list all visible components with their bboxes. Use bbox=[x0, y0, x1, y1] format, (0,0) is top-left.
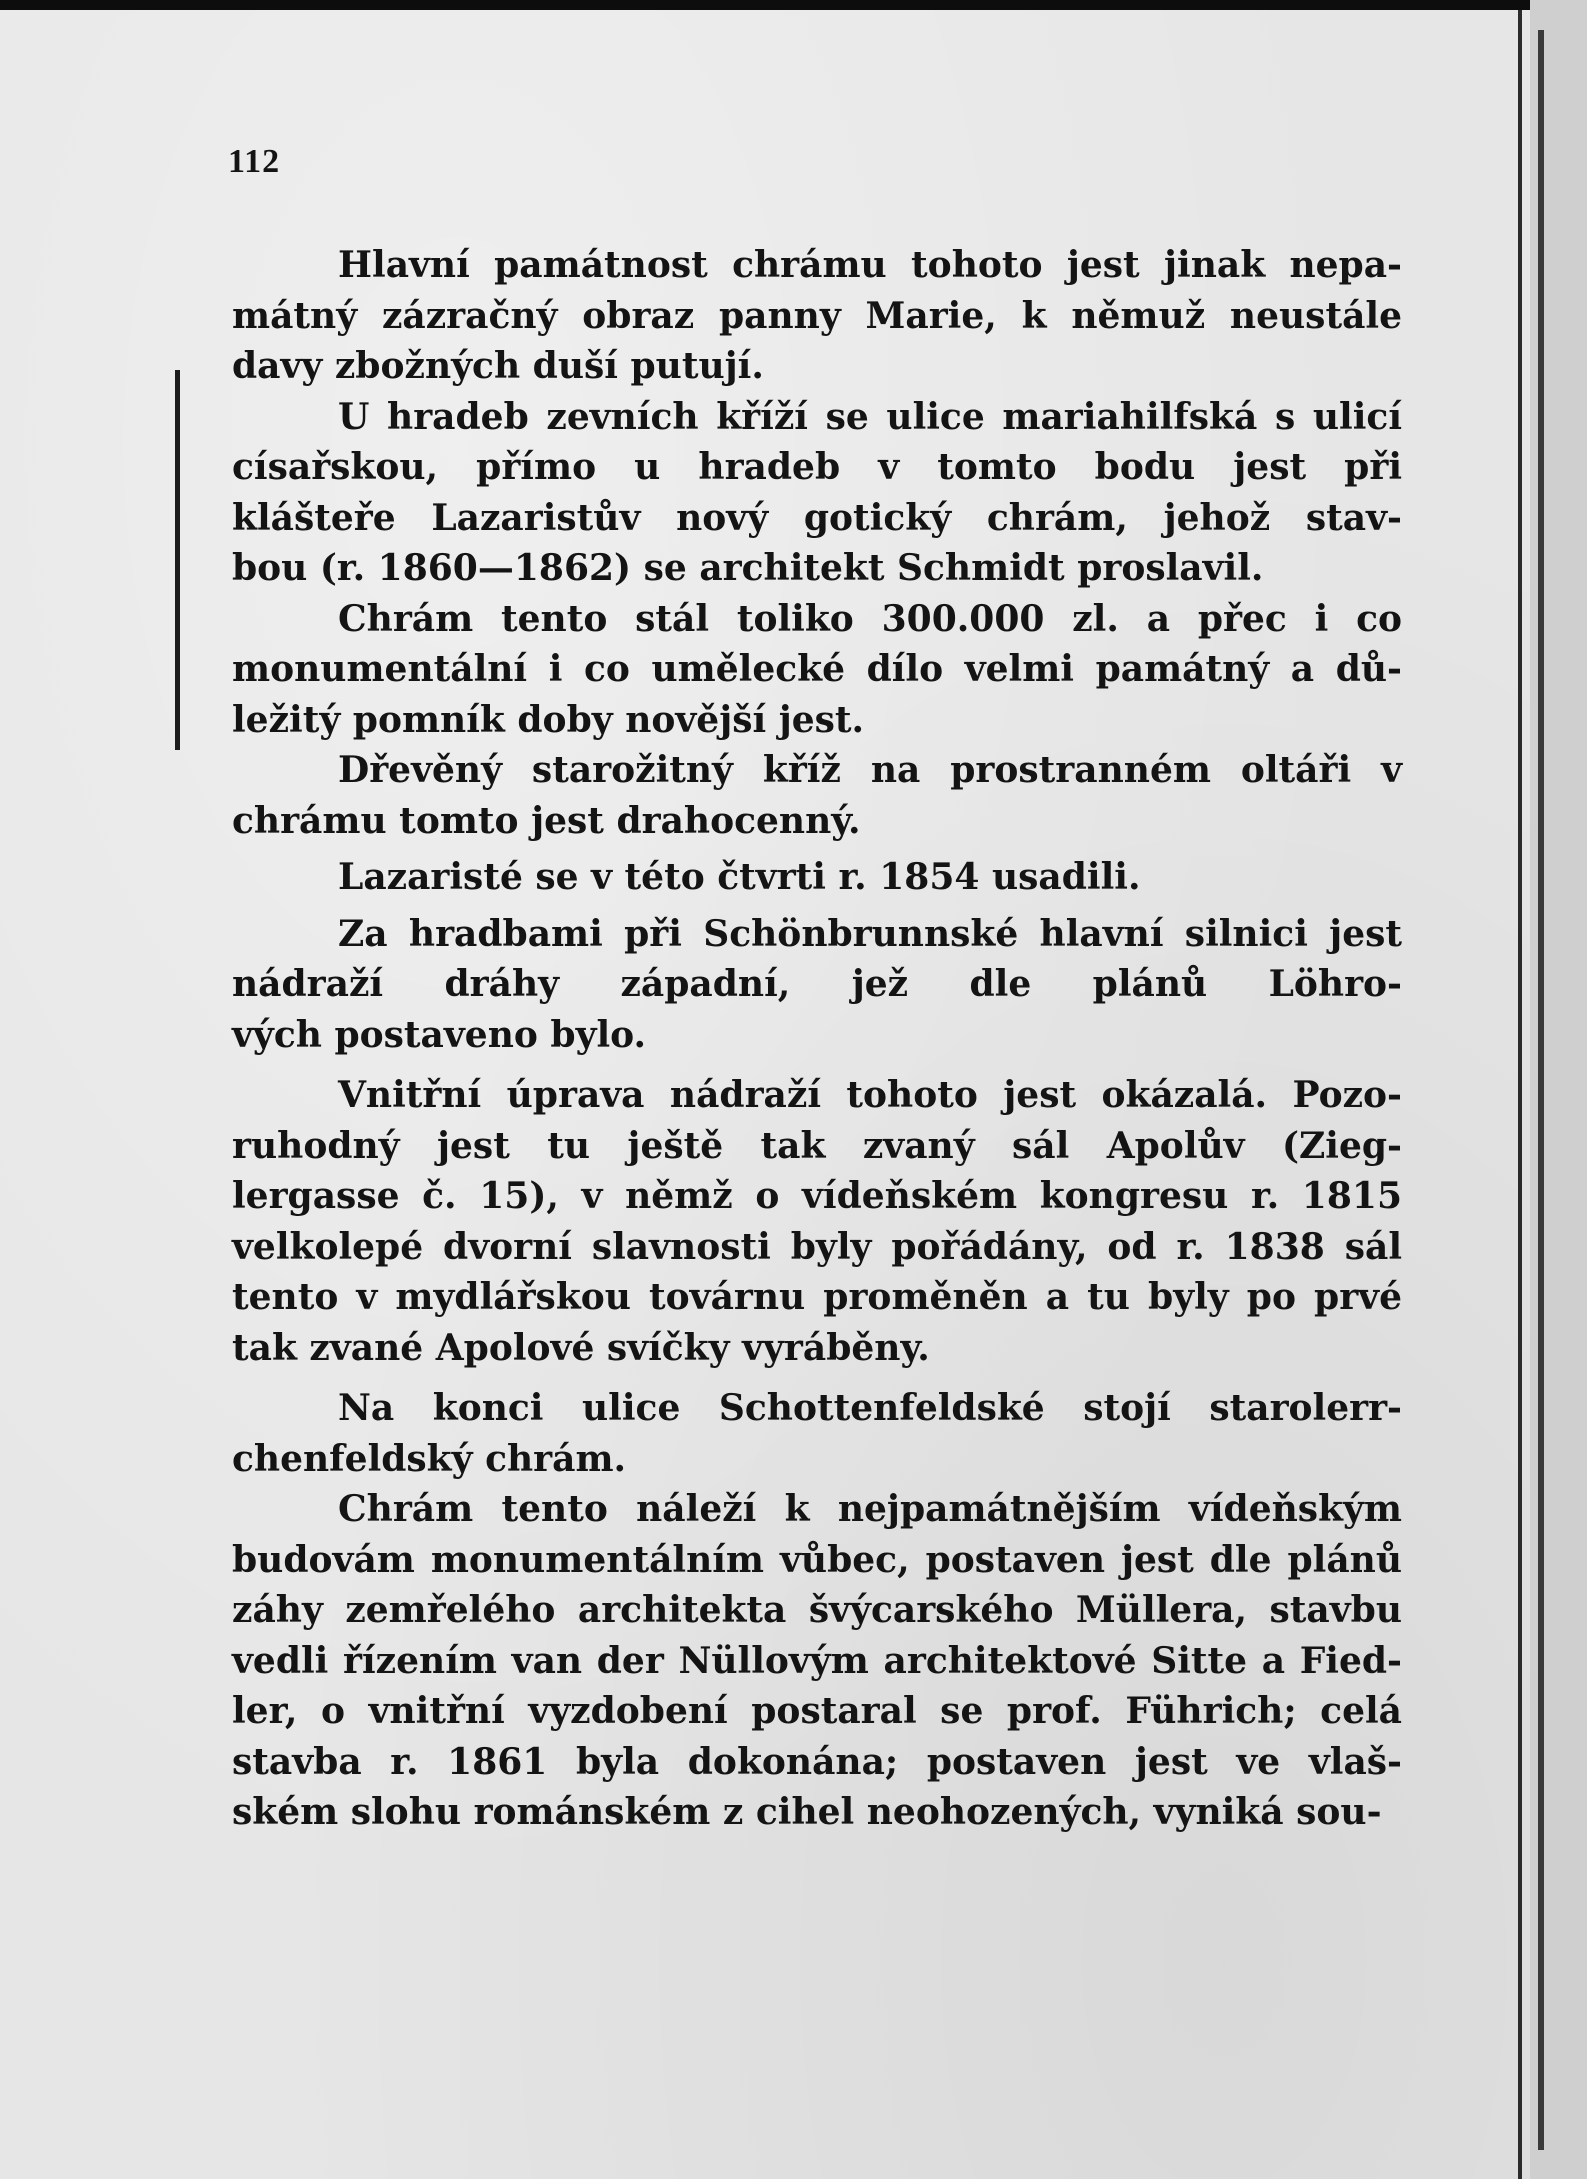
text-line: Chrám tento náleží k nejpamátnějším vídeňským bbox=[338, 1488, 1402, 1530]
text-line: Na konci ulice Schottenfeldské stojí starolerr- bbox=[338, 1387, 1402, 1429]
text-line: císařskou, přímo u hradeb v tomto bodu jest při bbox=[232, 446, 1402, 488]
text-line: záhy zemřelého architekta švýcarského Müllera, stavbu bbox=[232, 1589, 1402, 1631]
text-line: ském slohu románském z cihel neohozených, vyniká sou- bbox=[232, 1791, 1382, 1833]
paragraph bbox=[232, 909, 1402, 1061]
text-line: ruhodný jest tu ještě tak zvaný sál Apolův (Zieg- bbox=[232, 1124, 1402, 1167]
text-line: bou (r. 1860—1862) se architekt Schmidt proslavil. bbox=[232, 547, 1264, 589]
paragraph bbox=[232, 745, 1402, 846]
text-line: vedli řízením van der Nüllovým architektové Sitte a Fied- bbox=[232, 1639, 1402, 1682]
paragraph bbox=[232, 852, 1402, 903]
text-line: mátný zázračný obraz panny Marie, k němuž neustále bbox=[232, 294, 1402, 337]
text-line: monumentální i co umělecké dílo velmi památný a dů- bbox=[232, 648, 1402, 690]
paragraph bbox=[232, 1484, 1402, 1838]
paragraph bbox=[232, 392, 1402, 594]
text-line: chenfeldský chrám. bbox=[232, 1437, 627, 1480]
text-line: klášteře Lazaristův nový gotický chrám, jehož stav- bbox=[232, 496, 1402, 539]
page-edge bbox=[1518, 10, 1522, 2179]
text-line: ler, o vnitřní vyzdobení postaral se prof. Führich; celá bbox=[232, 1690, 1402, 1732]
text-line: tak zvané Apolové svíčky vyráběny. bbox=[232, 1326, 930, 1369]
text-line: vých postaveno bylo. bbox=[232, 1013, 647, 1056]
text-line: stavba r. 1861 byla dokonána; postaven jest ve vlaš- bbox=[232, 1740, 1402, 1783]
text-line: Za hradbami při Schönbrunnské hlavní silnici jest bbox=[338, 912, 1402, 955]
paragraph bbox=[232, 594, 1402, 746]
text-line: budovám monumentálním vůbec, postaven jest dle plánů bbox=[232, 1538, 1402, 1581]
body-text bbox=[232, 240, 1402, 1838]
text-line: velkolepé dvorní slavnosti byly pořádány, od r. 1838 sál bbox=[232, 1225, 1402, 1268]
text-line: ležitý pomník doby novější jest. bbox=[232, 698, 865, 741]
paragraph bbox=[232, 240, 1402, 392]
text-line: nádraží dráhy západní, jež dle plánů Löhro- bbox=[232, 963, 1402, 1005]
text-line: lergasse č. 15), v němž o vídeňském kongresu r. 1815 bbox=[232, 1175, 1402, 1217]
text-line: Chrám tento stál toliko 300.000 zl. a přec i co bbox=[338, 597, 1402, 640]
text-line: tento v mydlářskou továrnu proměněn a tu byly po prvé bbox=[232, 1276, 1402, 1318]
text-line: Dřevěný starožitný kříž na prostranném oltáři v bbox=[338, 749, 1402, 791]
text-line: davy zbožných duší putují. bbox=[232, 345, 764, 387]
paragraph bbox=[232, 1383, 1402, 1484]
page-number: 112 bbox=[228, 143, 281, 180]
text-line: chrámu tomto jest drahocenný. bbox=[232, 799, 861, 842]
scan-border-line bbox=[1538, 30, 1544, 2150]
text-line: U hradeb zevních kříží se ulice mariahilfská s ulicí bbox=[338, 395, 1402, 438]
text-line: Hlavní památnost chrámu tohoto jest jinak nepa- bbox=[338, 244, 1402, 286]
margin-mark bbox=[175, 370, 180, 750]
text-line: Lazaristé se v této čtvrti r. 1854 usadili. bbox=[338, 856, 1141, 898]
text-line: Vnitřní úprava nádraží tohoto jest okázalá. Pozo- bbox=[338, 1074, 1402, 1116]
paragraph bbox=[232, 1070, 1402, 1373]
